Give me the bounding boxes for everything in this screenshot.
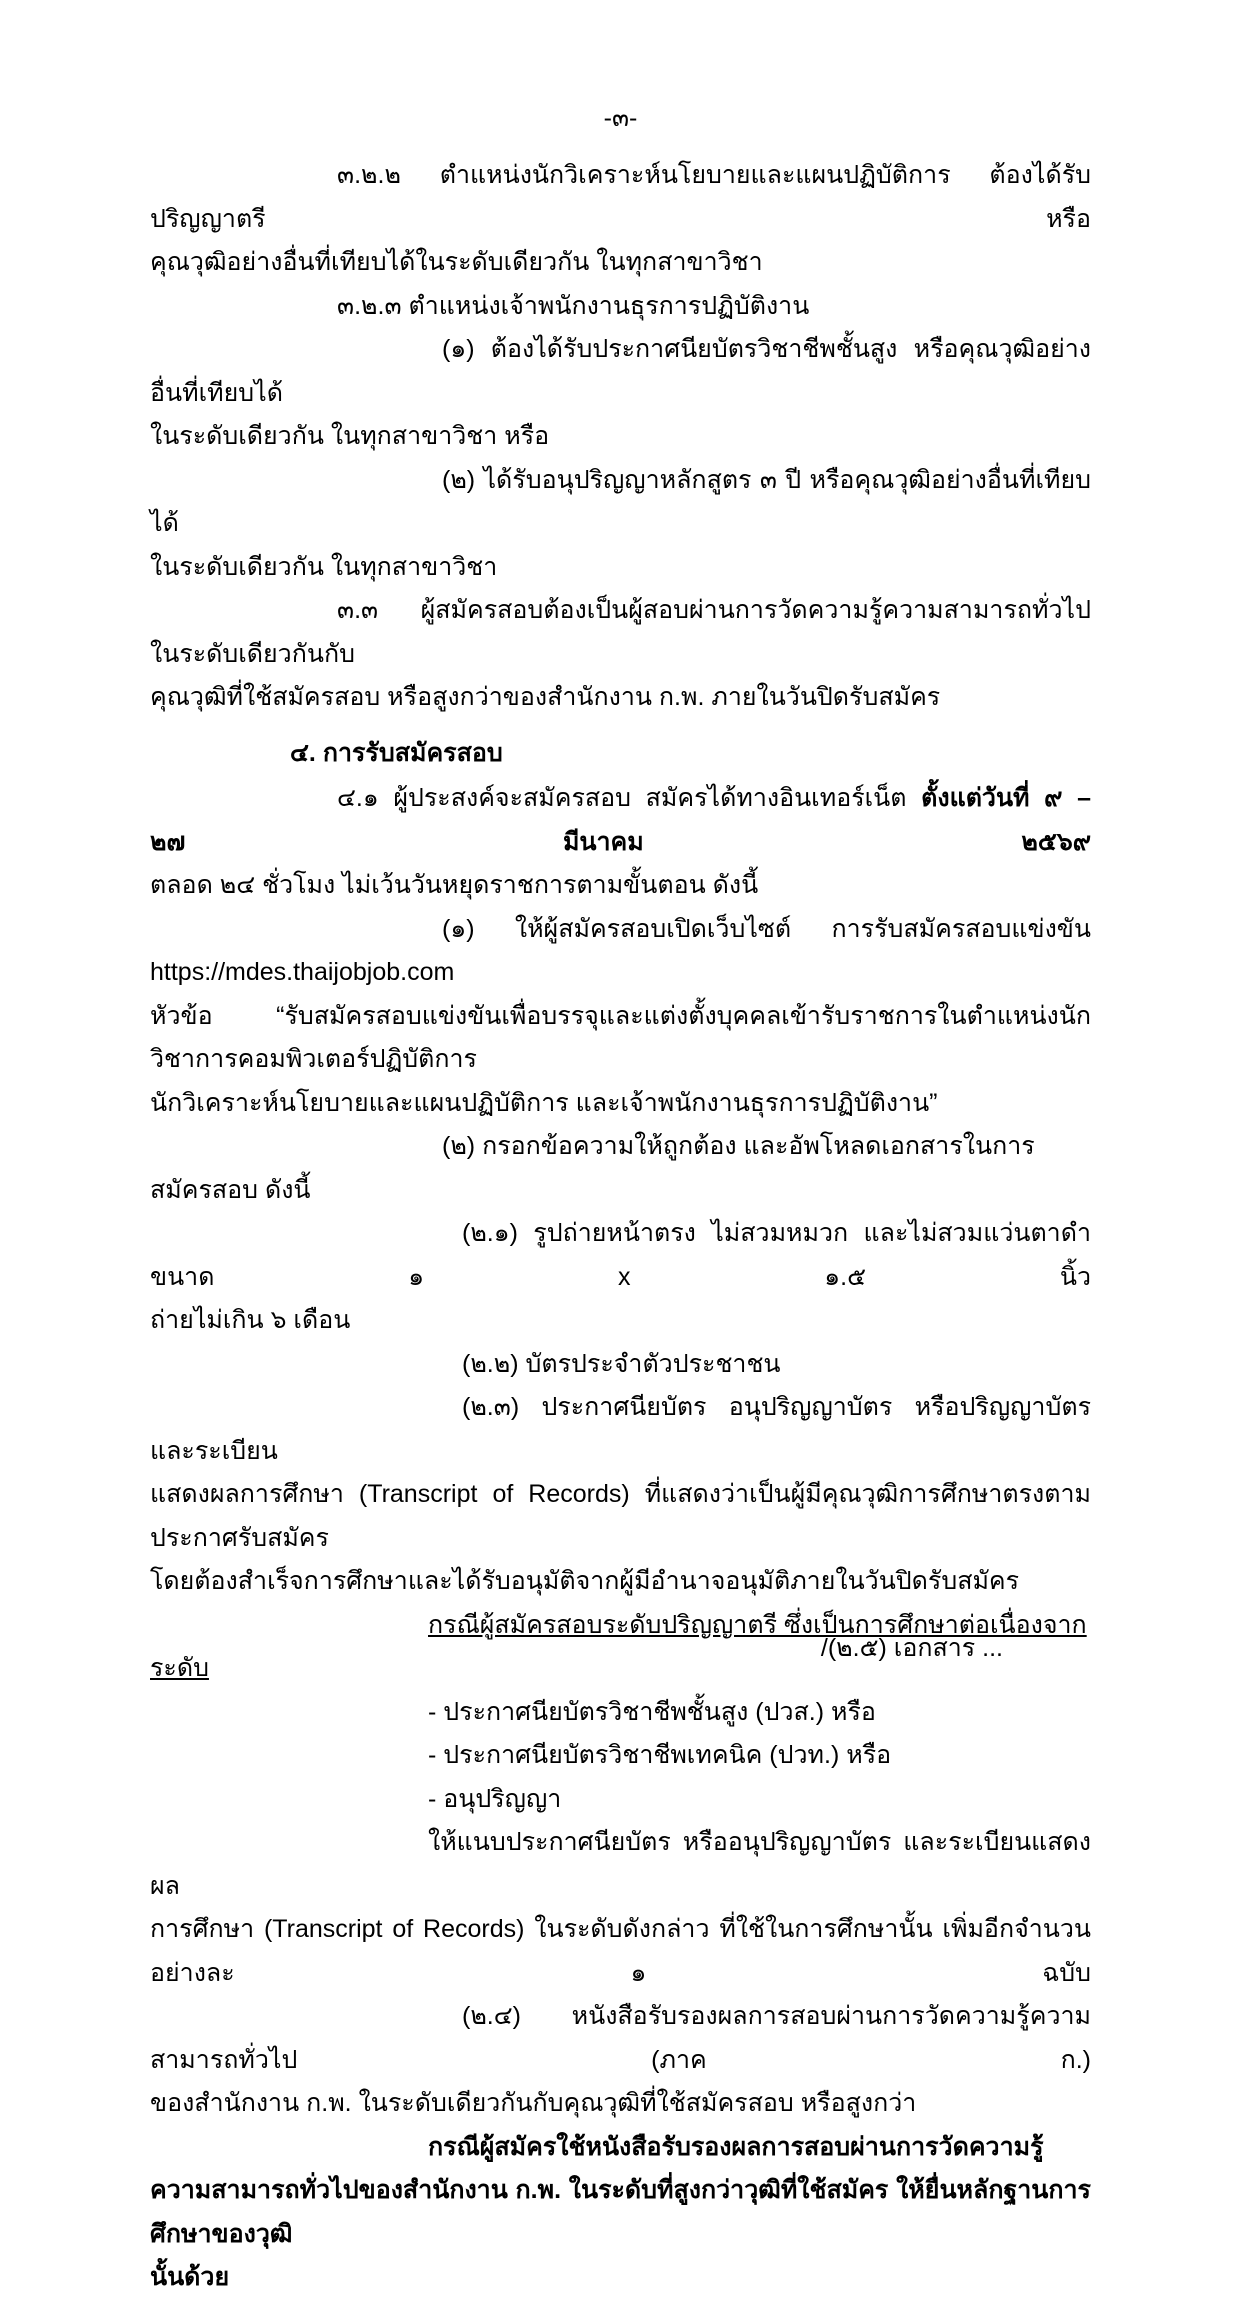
text-line: [150, 995, 1091, 1082]
text-segment: - ประกาศนียบัตรวิชาชีพเทคนิค (ปวท.) หรือ: [428, 1741, 892, 1769]
text-line: [150, 864, 1091, 908]
text-line: [150, 1343, 1091, 1387]
text-line: [150, 1299, 1091, 1343]
text-line: [150, 2169, 1091, 2256]
continuation-note: /(๒.๕) เอกสาร ...: [820, 1634, 1003, 1662]
dash-list-item: [150, 1691, 1091, 1735]
text-line: [150, 546, 1091, 590]
text-segment: ในระดับเดียวกัน ในทุกสาขาวิชา: [150, 552, 498, 581]
text-segment: ให้แนบประกาศนียบัตร หรืออนุปริญญาบัตร และระเบียนแสดงผล: [150, 1828, 1091, 1900]
text-line: [150, 908, 1091, 995]
text-segment: ๓.๓ ผู้สมัครสอบต้องเป็นผู้สอบผ่านการวัดความรู้ความสามารถทั่วไป ในระดับเดียวกันกับ: [150, 596, 1091, 668]
text-segment: ของสำนักงาน ก.พ. ในระดับเดียวกันกับคุณวุฒิที่ใช้สมัครสอบ หรือสูงกว่า: [150, 2089, 917, 2117]
text-segment: โดยต้องสำเร็จการศึกษาและได้รับอนุมัติจากผู้มีอำนาจอนุมัติภายในวันปิดรับสมัคร: [150, 1567, 1020, 1595]
text-line: [150, 1908, 1091, 1995]
text-segment: (๒.๒) บัตรประจำตัวประชาชน: [462, 1349, 781, 1378]
text-line: [150, 1995, 1091, 2082]
text-segment: กรณีผู้สมัครสอบระดับปริญญาตรี ซึ่งเป็นการศึกษาต่อเนื่องจากระดับ: [150, 1610, 1087, 1682]
text-segment: ๓.๒.๒ ตำแหน่งนักวิเคราะห์นโยบายและแผนปฏิบัติการ ต้องได้รับปริญญาตรี หรือ: [150, 161, 1091, 233]
text-line: [150, 1473, 1091, 1560]
text-line: [150, 1821, 1091, 1908]
text-segment: นั้นด้วย: [150, 2263, 230, 2291]
emphasis-text: ตั้งแต่วันที่ ๙ – ๒๗ มีนาคม ๒๕๖๙: [150, 784, 1091, 856]
text-segment: (๑) ให้ผู้สมัครสอบเปิดเว็บไซต์ การรับสมัครสอบแข่งขัน https://mdes.thaijobjob.com: [150, 914, 1091, 986]
text-segment: นักวิเคราะห์นโยบายและแผนปฏิบัติการ และเจ้าพนักงานธุรการปฏิบัติงาน”: [150, 1088, 938, 1117]
text-line: [150, 676, 1091, 720]
text-line: [150, 328, 1091, 415]
text-segment: ความสามารถทั่วไปของสำนักงาน ก.พ. ในระดับที่สูงกว่าวุฒิที่ใช้สมัคร ให้ยื่นหลักฐานการศึกษาของวุฒิ: [150, 2176, 1091, 2248]
text-segment: การศึกษา (Transcript of Records) ในระดับดังกล่าว ที่ใช้ในการศึกษานั้น เพิ่มอีกจำนวนอย่างละ ๑ ฉบับ: [150, 1915, 1091, 1987]
text-segment: ในระดับเดียวกัน ในทุกสาขาวิชา หรือ: [150, 422, 550, 450]
text-segment: (๒) กรอกข้อความให้ถูกต้อง และอัพโหลดเอกสารในการสมัครสอบ ดังนี้: [150, 1132, 1035, 1204]
page-number: -๓-: [603, 104, 638, 132]
text-segment: คุณวุฒิที่ใช้สมัครสอบ หรือสูงกว่าของสำนักงาน ก.พ. ภายในวันปิดรับสมัคร: [150, 683, 941, 711]
text-line: [150, 1386, 1091, 1473]
text-segment: ตลอด ๒๔ ชั่วโมง ไม่เว้นวันหยุดราชการตามขั้นตอน ดังนี้: [150, 871, 759, 899]
dash-list-item: [150, 1734, 1091, 1778]
text-line: [150, 2082, 1091, 2126]
text-segment: ๔. การรับสมัครสอบ: [290, 738, 503, 767]
text-segment: กรณีผู้สมัครใช้หนังสือรับรองผลการสอบผ่านการวัดความรู้: [428, 2132, 1044, 2161]
text-line: [150, 154, 1091, 241]
text-segment: (๒.๑) รูปถ่ายหน้าตรง ไม่สวมหมวก และไม่สวมแว่นตาดำ ขนาด ๑ x ๑.๕ นิ้ว: [150, 1219, 1091, 1291]
text-line: [150, 285, 1091, 329]
dash-list-item: [150, 1778, 1091, 1822]
text-segment: หัวข้อ “รับสมัครสอบแข่งขันเพื่อบรรจุและแต่งตั้งบุคคลเข้ารับราชการในตำแหน่งนักวิชาการคอมพิวเตอร์ปฏิบัติการ: [150, 1001, 1091, 1073]
text-segment: แสดงผลการศึกษา (Transcript of Records) ที่แสดงว่าเป็นผู้มีคุณวุฒิการศึกษาตรงตามประกาศรับสมัคร: [150, 1480, 1091, 1552]
text-segment: ๓.๒.๓ ตำแหน่งเจ้าพนักงานธุรการปฏิบัติงาน: [337, 291, 810, 320]
text-segment: (๒) ได้รับอนุปริญญาหลักสูตร ๓ ปี หรือคุณวุฒิอย่างอื่นที่เทียบได้: [150, 465, 1091, 537]
text-line: [150, 1212, 1091, 1299]
text-line: [150, 459, 1091, 546]
text-segment: ๔.๑ ผู้ประสงค์จะสมัครสอบ สมัครได้ทางอินเทอร์เน็ต: [337, 784, 922, 812]
text-line: [150, 2126, 1091, 2170]
text-line: [150, 2256, 1091, 2300]
text-line: [150, 1082, 1091, 1126]
text-line: [150, 1560, 1091, 1604]
section-heading: [150, 732, 1091, 776]
text-segment: คุณวุฒิอย่างอื่นที่เทียบได้ในระดับเดียวกัน ในทุกสาขาวิชา: [150, 248, 763, 276]
text-line: [150, 589, 1091, 676]
text-segment: ถ่ายไม่เกิน ๖ เดือน: [150, 1306, 351, 1334]
text-segment: (๑) ต้องได้รับประกาศนียบัตรวิชาชีพชั้นสูง หรือคุณวุฒิอย่างอื่นที่เทียบได้: [150, 335, 1091, 407]
text-line: [150, 415, 1091, 459]
text-line: [150, 241, 1091, 285]
text-segment: (๒.๓) ประกาศนียบัตร อนุปริญญาบัตร หรือปริญญาบัตร และระเบียน: [150, 1393, 1091, 1465]
document-body: [150, 154, 1091, 2300]
text-segment: - ประกาศนียบัตรวิชาชีพชั้นสูง (ปวส.) หรือ: [428, 1697, 876, 1726]
text-line: [150, 777, 1091, 864]
text-segment: - อนุปริญญา: [428, 1784, 562, 1813]
text-line: [150, 1125, 1091, 1212]
text-segment: (๒.๔) หนังสือรับรองผลการสอบผ่านการวัดความรู้ความสามารถทั่วไป (ภาค ก.): [150, 2002, 1091, 2074]
